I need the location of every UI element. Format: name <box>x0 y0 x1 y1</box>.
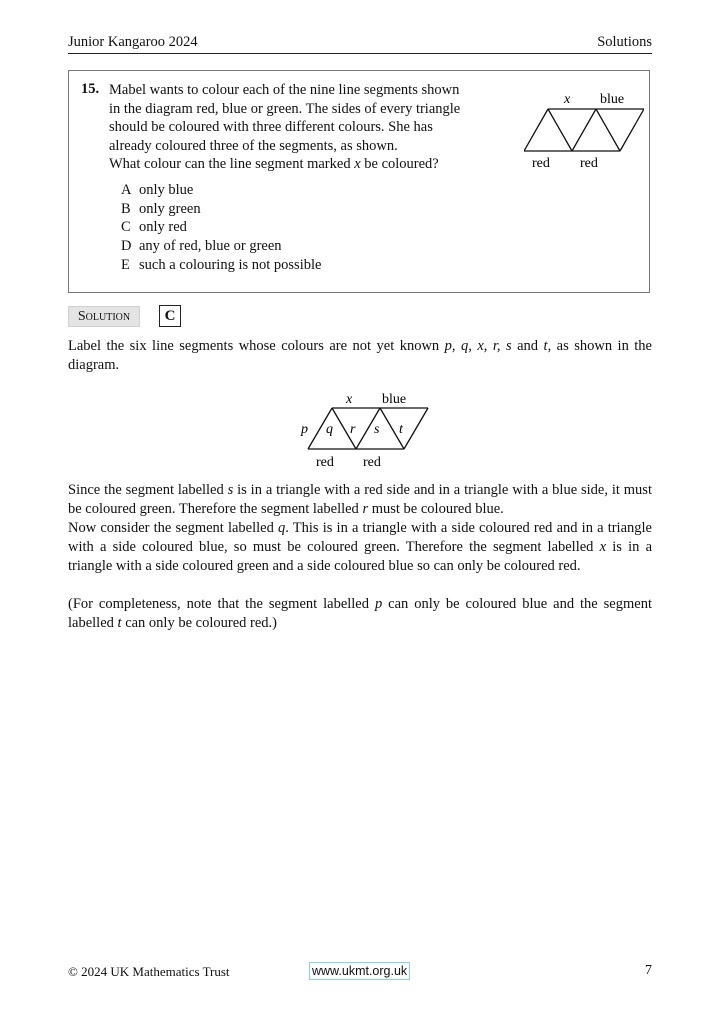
solution-label-red-1: red <box>316 455 334 470</box>
solution-paragraph-2: Now consider the segment labelled q. This is in a triangle with a side coloured red and in a triangle with a side coloured blue, so must be coloured green. Therefore the segment labelled x is in a triangle with a side coloured green and a side coloured blue so can only be coloured red. <box>68 520 652 574</box>
solution-label-t: t <box>399 422 403 437</box>
solution-completeness-note: (For completeness, note that the segment labelled p can only be coloured blue and the segment labelled t can only be coloured red.) <box>68 596 652 631</box>
solution-intro: Label the six line segments whose colours are not yet known p, q, x, r, s and t, as shown in the diagram. <box>68 338 652 373</box>
ukmt-link[interactable]: www.ukmt.org.uk <box>309 962 410 980</box>
question-line-4: already coloured three of the segments, as shown. <box>109 137 398 154</box>
answer-options <box>121 181 321 275</box>
question-label-blue: blue <box>600 92 625 107</box>
question-label-x: x <box>564 92 571 107</box>
page-footer <box>68 962 652 984</box>
question-line-3: should be coloured with three different colours. She has <box>109 119 433 135</box>
solution-label: Solution <box>68 306 140 327</box>
solution-answer: C <box>159 305 181 327</box>
solution-paragraph-1: Since the segment labelled s is in a triangle with a red side and in a triangle with a blue side, it must be coloured green. Therefore the segment labelled r must be coloured blue. <box>68 482 652 517</box>
header-section: Solutions <box>597 34 652 50</box>
question-prompt: What colour can the line segment marked x be coloured? <box>109 156 439 172</box>
solution-label-q: q <box>326 422 333 437</box>
solution-body <box>68 481 652 576</box>
page-header <box>68 33 652 54</box>
solution-label-s: s <box>374 422 380 437</box>
copyright-text: © 2024 UK Mathematics Trust <box>68 964 230 979</box>
question-number: 15. <box>81 81 100 97</box>
solution-label-x: x <box>346 392 353 407</box>
question-line-2: in the diagram red, blue or green. The sides of every triangle <box>109 100 461 117</box>
question-box <box>68 70 650 293</box>
solution-triangle-diagram <box>290 386 430 476</box>
solution-label-blue: blue <box>382 392 407 407</box>
option-e: E such a colouring is not possible <box>121 256 322 273</box>
header-title: Junior Kangaroo 2024 <box>68 34 198 50</box>
option-c: C only red <box>121 219 187 236</box>
solution-label-p: p <box>301 422 308 437</box>
question-label-red-2: red <box>580 156 598 171</box>
solution-label-r: r <box>350 422 356 437</box>
option-a: A only blue <box>121 182 194 198</box>
page-number: 7 <box>645 963 652 978</box>
solution-label-red-2: red <box>363 455 381 470</box>
question-line-1: Mabel wants to colour each of the nine line segments shown <box>109 82 460 98</box>
option-d: D any of red, blue or green <box>121 238 282 255</box>
question-text <box>109 81 489 174</box>
question-label-red-1: red <box>532 156 550 171</box>
option-b: B only green <box>121 200 201 217</box>
question-triangle-diagram <box>524 83 644 173</box>
